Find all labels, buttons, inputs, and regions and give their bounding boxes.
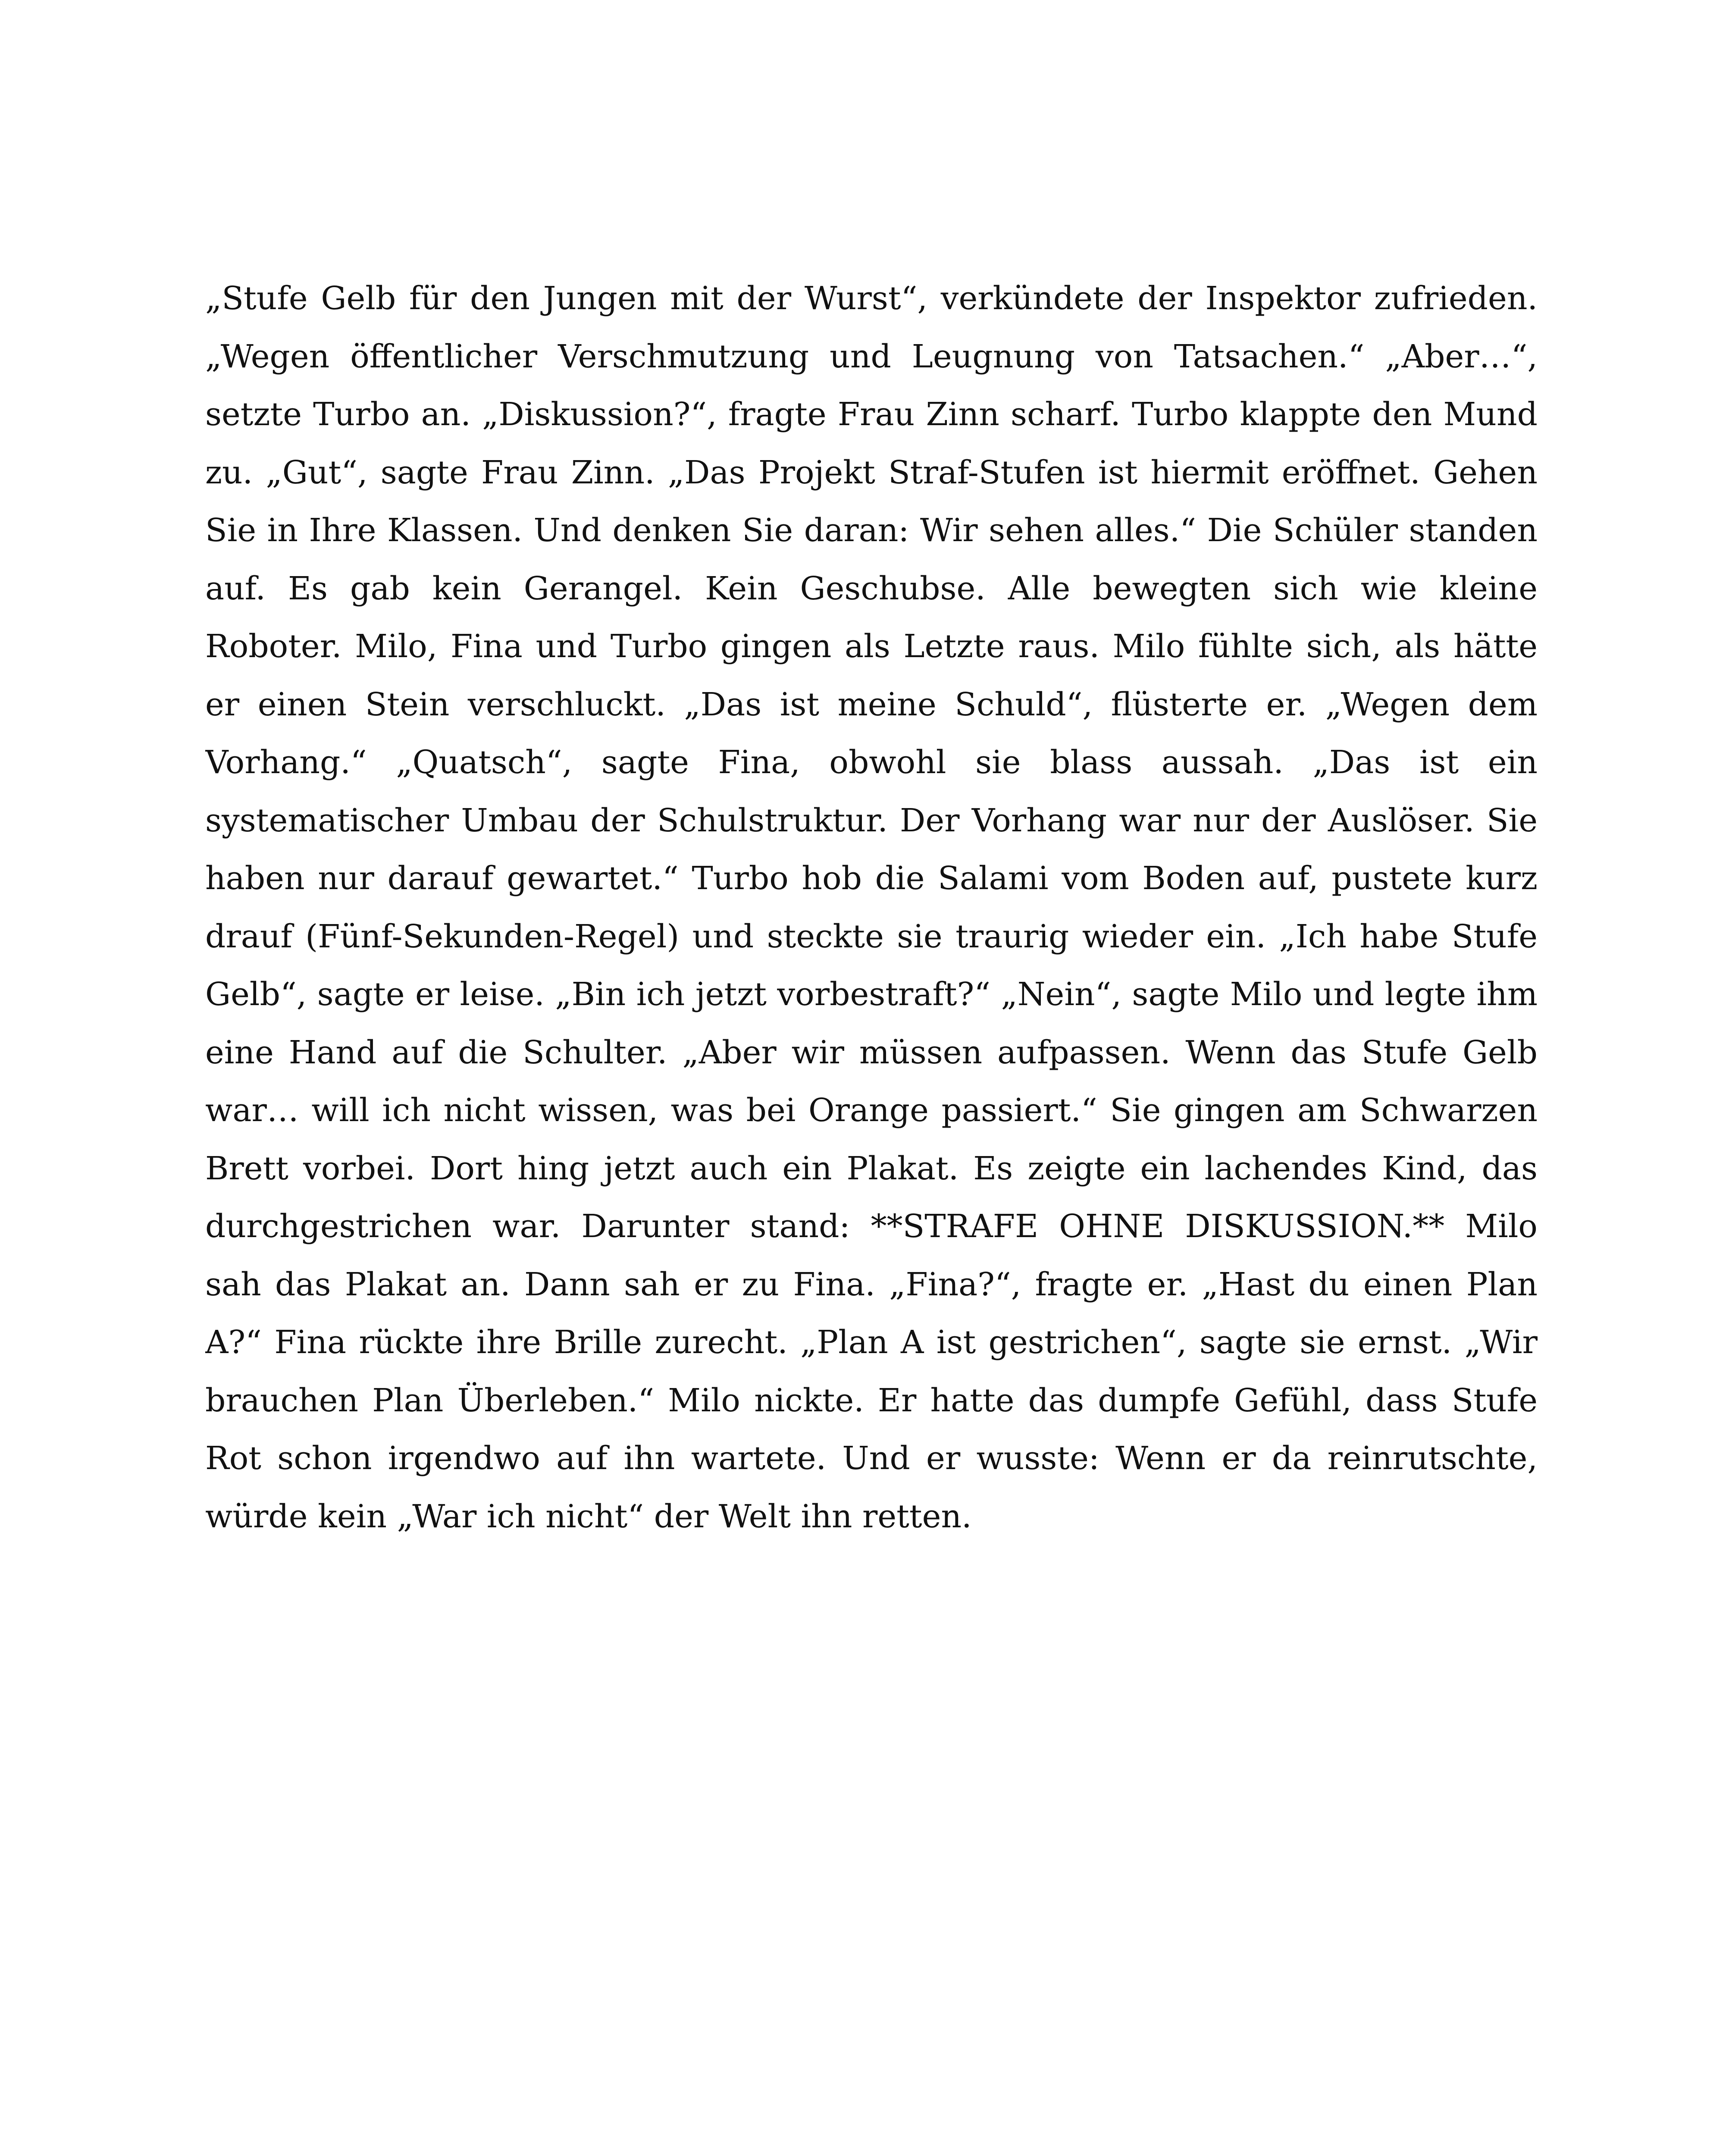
text-line: würde kein „War ich nicht“ der Welt ihn retten. <box>205 1498 972 1535</box>
text-line: brauchen Plan Überleben.“ Milo nickte. Er hatte das dumpfe Gefühl, dass Stufe <box>205 1382 1538 1419</box>
text-line: Brett vorbei. Dort hing jetzt auch ein Plakat. Es zeigte ein lachendes Kind, das <box>205 1150 1538 1187</box>
text-line: er einen Stein verschluckt. „Das ist meine Schuld“, flüsterte er. „Wegen dem <box>205 686 1538 723</box>
text-line: eine Hand auf die Schulter. „Aber wir müssen aufpassen. Wenn das Stufe Gelb <box>205 1034 1538 1071</box>
text-line: systematischer Umbau der Schulstruktur. Der Vorhang war nur der Auslöser. Sie <box>205 802 1538 839</box>
text-line: drauf (Fünf-Sekunden-Regel) und steckte sie traurig wieder ein. „Ich habe Stufe <box>205 918 1538 955</box>
text-line: Vorhang.“ „Quatsch“, sagte Fina, obwohl sie blass aussah. „Das ist ein <box>205 744 1538 781</box>
text-line: Rot schon irgendwo auf ihn wartete. Und er wusste: Wenn er da reinrutschte, <box>205 1440 1538 1477</box>
text-line: Roboter. Milo, Fina und Turbo gingen als Letzte raus. Milo fühlte sich, als hätte <box>205 628 1538 665</box>
text-line: „Stufe Gelb für den Jungen mit der Wurst“, verkündete der Inspektor zufrieden. <box>205 280 1538 317</box>
text-line: A?“ Fina rückte ihre Brille zurecht. „Plan A ist gestrichen“, sagte sie ernst. „Wir <box>205 1324 1538 1361</box>
body-paragraph <box>205 270 1538 1545</box>
text-line: zu. „Gut“, sagte Frau Zinn. „Das Projekt Straf-Stufen ist hiermit eröffnet. Gehen <box>205 454 1538 491</box>
text-line: haben nur darauf gewartet.“ Turbo hob die Salami vom Boden auf, pustete kurz <box>205 860 1538 897</box>
text-line: Gelb“, sagte er leise. „Bin ich jetzt vorbestraft?“ „Nein“, sagte Milo und legte ihm <box>205 976 1538 1013</box>
text-line: setzte Turbo an. „Diskussion?“, fragte Frau Zinn scharf. Turbo klappte den Mund <box>205 396 1538 433</box>
text-line: „Wegen öffentlicher Verschmutzung und Leugnung von Tatsachen.“ „Aber…“, <box>205 338 1538 375</box>
text-line: sah das Plakat an. Dann sah er zu Fina. „Fina?“, fragte er. „Hast du einen Plan <box>205 1266 1538 1303</box>
text-line: auf. Es gab kein Gerangel. Kein Geschubse. Alle bewegten sich wie kleine <box>205 570 1538 607</box>
text-line: war… will ich nicht wissen, was bei Orange passiert.“ Sie gingen am Schwarzen <box>205 1092 1538 1129</box>
text-line: Sie in Ihre Klassen. Und denken Sie daran: Wir sehen alles.“ Die Schüler standen <box>205 512 1538 549</box>
text-line: durchgestrichen war. Darunter stand: **STRAFE OHNE DISKUSSION.** Milo <box>205 1208 1538 1245</box>
